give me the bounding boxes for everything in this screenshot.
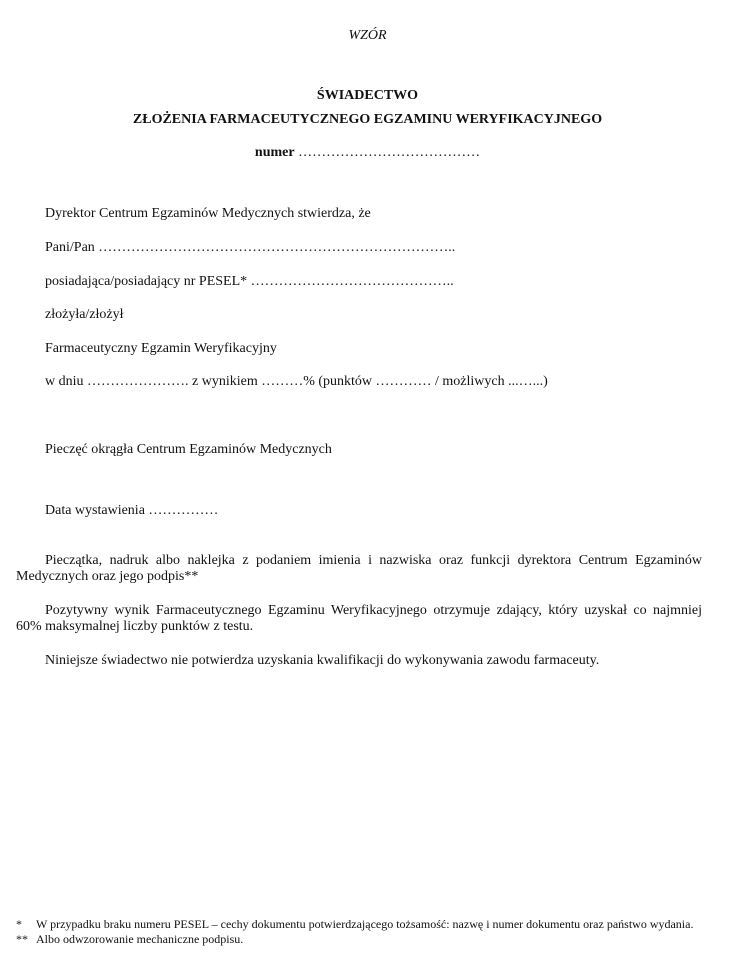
footnote-signature [16, 932, 702, 947]
passing-criteria-paragraph: Pozytywny wynik Farmaceutycznego Egzaminu Weryfikacyjnego otrzymuje zdający, który uzyskał co najmniej 60% maksymalnej liczby punktów z testu. [16, 603, 702, 634]
footnote-pesel [16, 917, 702, 932]
exam-name-line: Farmaceutyczny Egzamin Weryfikacyjny [45, 341, 277, 356]
certificate-number-line [0, 145, 735, 161]
disclaimer-paragraph: Niniejsze świadectwo nie potwierdza uzyskania kwalifikacji do wykonywania zawodu farmaceuty. [45, 653, 600, 668]
footnotes [16, 917, 702, 947]
document-title: ŚWIADECTWO [316, 88, 419, 103]
pesel-line: posiadająca/posiadający nr PESEL* …………………………………….. [45, 274, 454, 289]
director-statement: Dyrektor Centrum Egzaminów Medycznych stwierdza, że [45, 206, 371, 221]
exam-date-result-line: w dniu …………………. z wynikiem ………% (punktów ………… / możliwych ...…...) [45, 374, 548, 389]
issue-date-line: Data wystawienia …………… [45, 503, 219, 518]
certificate-number-label: numer [254, 145, 295, 160]
footnote-text: W przypadku braku numeru PESEL – cechy dokumentu potwierdzającego tożsamość: nazwę i numer dokumentu oraz państwo wydania. [36, 917, 694, 931]
submitted-line: złożyła/złożył [45, 307, 124, 322]
footnote-mark: * [16, 917, 22, 931]
document-subtitle: ZŁOŻENIA FARMACEUTYCZNEGO EGZAMINU WERYFIKACYJNEGO [132, 112, 603, 127]
certificate-number-blank: ………………………………… [298, 145, 481, 160]
round-seal-line: Pieczęć okrągła Centrum Egzaminów Medycznych [45, 442, 332, 457]
footnote-mark: ** [16, 932, 28, 946]
template-marker: WZÓR [348, 28, 387, 43]
name-line: Pani/Pan ………………………………………………………………….. [45, 240, 456, 255]
stamp-signature-paragraph: Pieczątka, nadruk albo naklejka z podaniem imienia i nazwiska oraz funkcji dyrektora Centrum Egzaminów Medycznych oraz jego podpis** [16, 553, 702, 584]
footnote-text: Albo odwzorowanie mechaniczne podpisu. [36, 932, 244, 946]
